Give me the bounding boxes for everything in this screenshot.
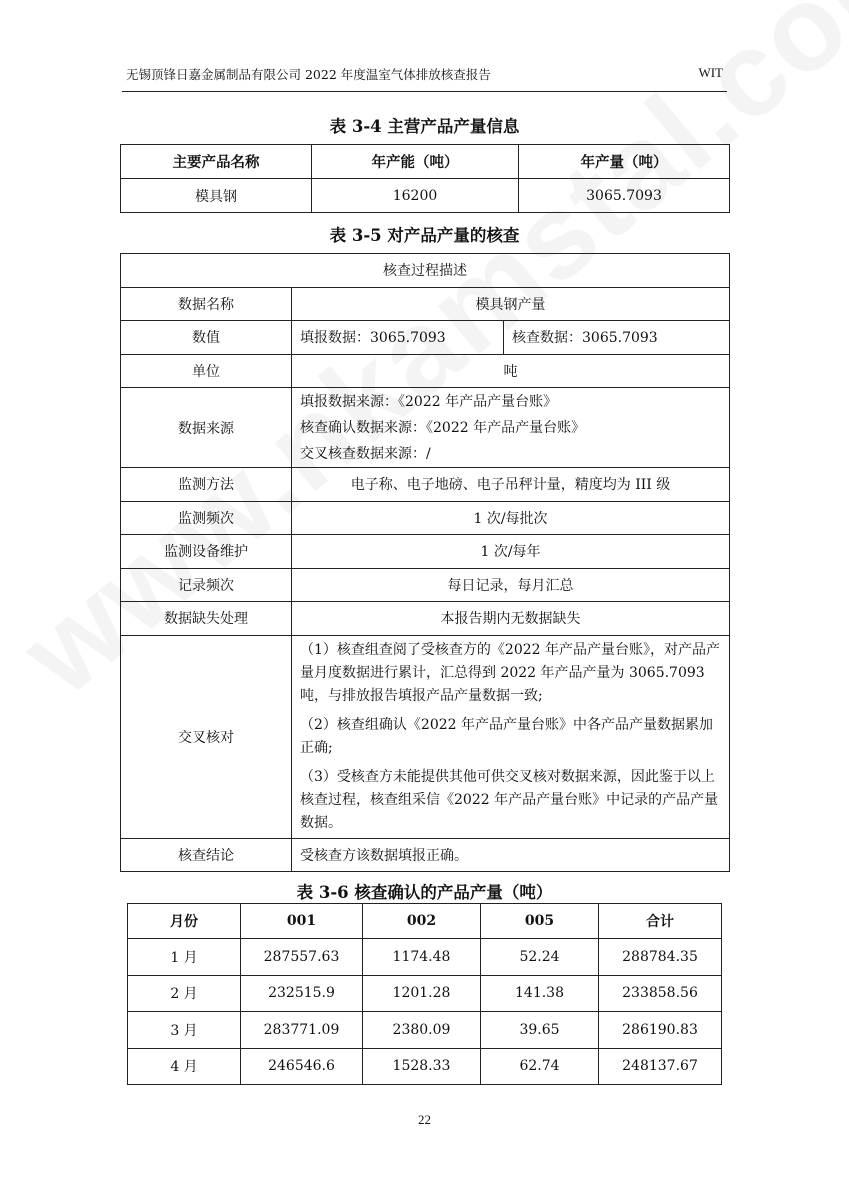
page-header [122, 62, 727, 92]
table-header-row [128, 904, 722, 939]
table-cell: 3 月 [128, 1012, 241, 1049]
table-row [121, 254, 730, 288]
cross-label: 交叉核对 [121, 635, 292, 838]
cross-paragraph: （3）受核查方未能提供其他可供交叉核对数据来源，因此鉴于以上核查过程，核查组采信《2022 年产品产量台账》中记录的产品产量数据。 [300, 768, 719, 831]
table-cell: 2 月 [128, 975, 241, 1012]
table-row [128, 1048, 722, 1085]
table-row [128, 939, 722, 976]
unit-value: 吨 [292, 354, 730, 388]
table-cell: 62.74 [481, 1048, 599, 1085]
table-cell: 52.24 [481, 939, 599, 976]
table-cell: 模具钢 [121, 179, 312, 213]
table-3-4-caption: 表 3-4 主营产品产量信息 [329, 117, 520, 136]
table-cell: 2380.09 [363, 1012, 481, 1049]
header-org: WIT [698, 65, 723, 80]
table-row [121, 354, 730, 388]
table-cell: 232515.9 [241, 975, 363, 1012]
table-row [128, 975, 722, 1012]
table-3-4 [120, 144, 730, 213]
maint-value: 1 次/每年 [292, 535, 730, 569]
source-label: 数据来源 [121, 388, 292, 468]
method-value: 电子称、电子地磅、电子吊秤计量，精度均为 III 级 [292, 468, 730, 502]
freq-label: 监测频次 [121, 501, 292, 535]
table-3-5-caption: 表 3-5 对产品产量的核查 [329, 226, 520, 245]
cross-value [292, 635, 730, 838]
unit-label: 单位 [121, 354, 292, 388]
table-3-5 [120, 253, 730, 872]
table-header-cell: 001 [241, 904, 363, 939]
table-header-cell: 年产能（吨） [312, 145, 519, 179]
table-header-cell: 月份 [128, 904, 241, 939]
header-title: 无锡顶锋日嘉金属制品有限公司 2022 年度温室气体排放核查报告 [126, 67, 491, 82]
table-header-cell: 合计 [599, 904, 722, 939]
table-cell: 1174.48 [363, 939, 481, 976]
data-name-label: 数据名称 [121, 287, 292, 321]
table-cell: 39.65 [481, 1012, 599, 1049]
table-header-cell: 主要产品名称 [121, 145, 312, 179]
value-verified: 核查数据：3065.7093 [504, 321, 730, 355]
table-row [121, 568, 730, 602]
table-cell: 4 月 [128, 1048, 241, 1085]
table-cell: 1 月 [128, 939, 241, 976]
table-cell: 1528.33 [363, 1048, 481, 1085]
value-reported: 填报数据：3065.7093 [292, 321, 504, 355]
table-row [121, 535, 730, 569]
table-row [121, 635, 730, 838]
table-row [121, 321, 730, 355]
table-row [121, 468, 730, 502]
table-header-row [121, 145, 730, 179]
table-header-cell: 年产量（吨） [519, 145, 730, 179]
table-row [121, 179, 730, 213]
method-label: 监测方法 [121, 468, 292, 502]
table-header-cell: 005 [481, 904, 599, 939]
source-line: 填报数据来源：《2022 年产品产量台账》 [300, 393, 558, 410]
table-header-cell: 002 [363, 904, 481, 939]
source-line: 交叉核查数据来源：/ [300, 445, 431, 462]
table-row [121, 287, 730, 321]
table-cell: 288784.35 [599, 939, 722, 976]
table-row [121, 501, 730, 535]
conclusion-value: 受核查方该数据填报正确。 [292, 838, 730, 872]
table-cell: 287557.63 [241, 939, 363, 976]
cross-paragraph: （1）核查组查阅了受核查方的《2022 年产品产量台账》，对产品产量月度数据进行累计，汇总得到 2022 年产品产量为 3065.7093 吨，与排放报告填报产品产量数据一致; [300, 641, 720, 704]
missing-value: 本报告期内无数据缺失 [292, 602, 730, 636]
maint-label: 监测设备维护 [121, 535, 292, 569]
table-cell: 16200 [312, 179, 519, 213]
data-name-value: 模具钢产量 [292, 287, 730, 321]
cross-paragraph: （2）核查组确认《2022 年产品产量台账》中各产品产量数据累加正确; [300, 716, 713, 756]
page-number: 22 [418, 1112, 431, 1127]
table-row [128, 1012, 722, 1049]
table-3-6-caption: 表 3-6 核查确认的产品产量（吨） [296, 883, 553, 902]
conclusion-label: 核查结论 [121, 838, 292, 872]
process-title: 核查过程描述 [121, 254, 730, 288]
table-cell: 141.38 [481, 975, 599, 1012]
table-cell: 283771.09 [241, 1012, 363, 1049]
table-cell: 246546.6 [241, 1048, 363, 1085]
table-cell: 1201.28 [363, 975, 481, 1012]
table-cell: 3065.7093 [519, 179, 730, 213]
record-label: 记录频次 [121, 568, 292, 602]
missing-label: 数据缺失处理 [121, 602, 292, 636]
table-cell: 248137.67 [599, 1048, 722, 1085]
record-value: 每日记录，每月汇总 [292, 568, 730, 602]
table-3-6 [127, 903, 722, 1085]
table-cell: 233858.56 [599, 975, 722, 1012]
source-value [292, 388, 730, 468]
table-row [121, 388, 730, 468]
freq-value: 1 次/每批次 [292, 501, 730, 535]
source-line: 核查确认数据来源：《2022 年产品产量台账》 [300, 419, 586, 436]
table-row [121, 838, 730, 872]
table-cell: 286190.83 [599, 1012, 722, 1049]
table-row [121, 602, 730, 636]
value-label: 数值 [121, 321, 292, 355]
